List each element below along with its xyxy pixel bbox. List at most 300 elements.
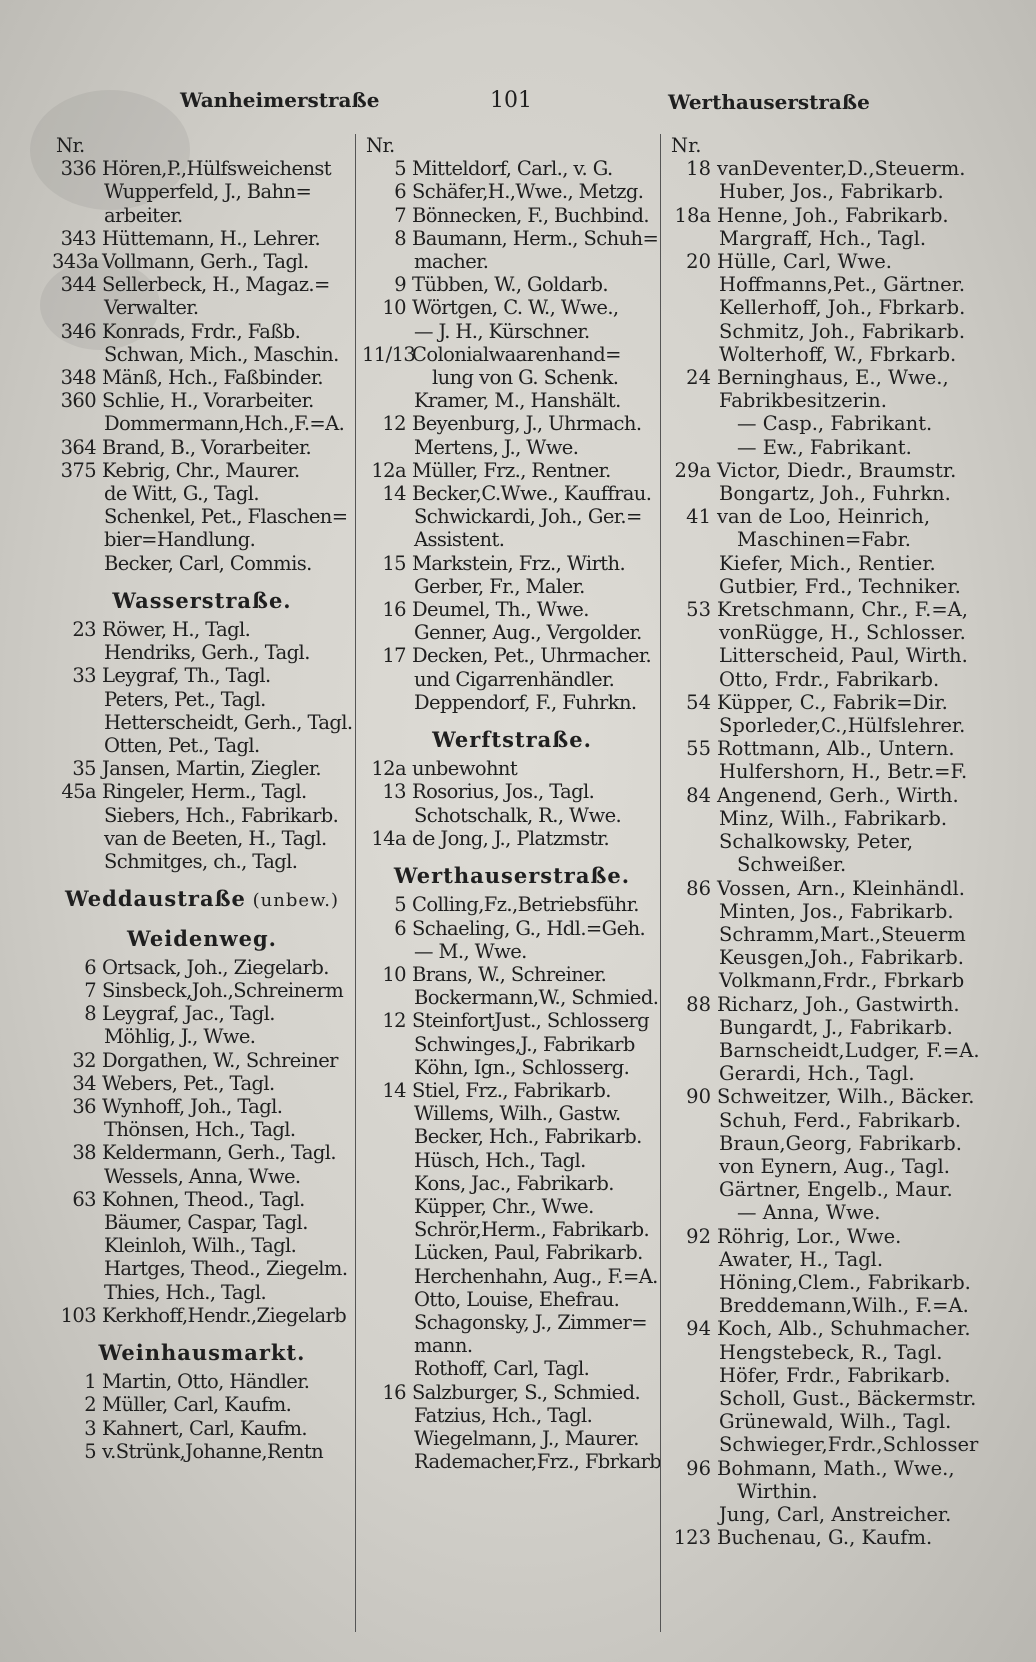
resident-entry: [362, 644, 662, 667]
house-number: 360: [60, 389, 96, 413]
house-number: 16: [382, 1380, 406, 1404]
resident-text: Hören,P.,Hülfsweichenst: [102, 157, 332, 181]
resident-text: Dorgathen, W., Schreiner: [102, 1048, 338, 1072]
resident-text: Ortsack, Joh., Ziegelarb.: [102, 955, 329, 979]
resident-continuation: Scholl, Gust., Bäckermstr.: [719, 1386, 977, 1410]
resident-entry: [52, 389, 352, 412]
resident-text: Hülle, Carl, Wwe.: [717, 250, 892, 274]
resident-continuation: Wessels, Anna, Wwe.: [104, 1164, 301, 1188]
resident-text: Baumann, Herm., Schuh=: [412, 226, 659, 250]
resident-continuation: Hartges, Theod., Ziegelm.: [104, 1257, 348, 1281]
resident-text: Berninghaus, E., Wwe.,: [717, 366, 949, 390]
street-heading: [52, 1341, 352, 1364]
resident-continuation: Hüsch, Hch., Tagl.: [414, 1148, 586, 1172]
resident-text: Victor, Diedr., Braumstr.: [717, 458, 957, 482]
resident-text: Wynhoff, Joh., Tagl.: [102, 1094, 283, 1118]
house-number: 18: [686, 157, 711, 181]
resident-continuation: Wupperfeld, J., Bahn=: [104, 180, 312, 204]
directory-column-3: [660, 134, 997, 1632]
house-number: 12a: [371, 458, 406, 482]
resident-continuation: Otto, Frdr., Fabrikarb.: [719, 667, 940, 691]
street-name: Wasserstraße.: [112, 587, 292, 613]
resident-text: v.Strünk,Johanne,Rentn: [102, 1439, 324, 1463]
resident-continuation: mann.: [414, 1334, 473, 1358]
street-heading: [362, 728, 662, 751]
resident-text: Schaeling, G., Hdl.=Geh.: [412, 916, 646, 940]
resident-entry: [52, 618, 352, 641]
house-number: 92: [686, 1224, 711, 1248]
resident-continuation: — Casp., Fabrikant.: [737, 412, 933, 436]
resident-continuation: Schuh, Ferd., Fabrikarb.: [719, 1108, 962, 1132]
resident-continuation: Kramer, M., Hanshält.: [414, 389, 621, 413]
resident-continuation: Otto, Louise, Ehefrau.: [414, 1287, 620, 1311]
resident-text: Markstein, Frz., Wirth.: [412, 551, 626, 575]
resident-continuation: Höning,Clem., Fabrikarb.: [719, 1270, 971, 1294]
house-number: 9: [394, 273, 406, 297]
house-number: 24: [686, 366, 711, 390]
resident-continuation: Gutbier, Frd., Techniker.: [719, 574, 961, 598]
resident-text: Webers, Pet., Tagl.: [102, 1071, 275, 1095]
house-number: 18a: [674, 203, 711, 227]
resident-continuation: Jung, Carl, Anstreicher.: [719, 1502, 952, 1526]
house-number: 96: [686, 1456, 711, 1480]
resident-entry: [667, 1457, 997, 1480]
resident-entry: [667, 459, 997, 482]
resident-text: Vollmann, Gerh., Tagl.: [102, 250, 309, 274]
house-number: 5: [84, 1439, 96, 1463]
resident-continuation: Bungardt, J., Fabrikarb.: [719, 1015, 953, 1039]
resident-text: Kretschmann, Chr., F.=A,: [717, 598, 968, 622]
resident-text: Colling,Fz.,Betriebsführ.: [412, 893, 639, 917]
resident-text: Rottmann, Alb., Untern.: [717, 737, 955, 761]
house-number: 13: [382, 780, 406, 804]
house-number: 8: [394, 226, 406, 250]
resident-text: Leygraf, Jac., Tagl.: [102, 1002, 275, 1026]
resident-continuation: — Anna, Wwe.: [737, 1201, 881, 1225]
resident-entry: [362, 227, 662, 250]
resident-continuation: Hetterscheidt, Gerh., Tagl.: [104, 710, 353, 734]
resident-entry: [52, 250, 352, 273]
resident-continuation: lung von G. Schenk.: [432, 366, 619, 390]
resident-continuation: van de Beeten, H., Tagl.: [104, 826, 327, 850]
resident-entry: [52, 979, 352, 1002]
number-column-label: Nr.: [671, 134, 702, 157]
house-number: 90: [686, 1085, 711, 1109]
resident-entry: [667, 737, 997, 760]
resident-text: unbewohnt: [412, 757, 518, 781]
resident-entry: [362, 180, 662, 203]
resident-continuation: Küpper, Chr., Wwe.: [414, 1194, 594, 1218]
resident-continuation: Lücken, Paul, Fabrikarb.: [414, 1241, 643, 1265]
resident-entry: [362, 296, 662, 319]
house-number: 344: [60, 273, 96, 297]
resident-entry: [52, 757, 352, 780]
resident-continuation: Genner, Aug., Vergolder.: [414, 621, 642, 645]
resident-continuation: Peters, Pet., Tagl.: [104, 687, 266, 711]
resident-text: Küpper, C., Fabrik=Dir.: [717, 690, 948, 714]
resident-continuation: Kiefer, Mich., Rentier.: [719, 551, 936, 575]
resident-text: Hüttemann, H., Lehrer.: [102, 226, 321, 250]
resident-continuation: Sporleder,C.,Hülfslehrer.: [719, 714, 966, 738]
resident-continuation: macher.: [414, 250, 489, 274]
resident-text: Kahnert, Carl, Kaufm.: [102, 1416, 307, 1440]
resident-text: Kohnen, Theod., Tagl.: [102, 1187, 305, 1211]
resident-text: Koch, Alb., Schuhmacher.: [717, 1317, 971, 1341]
house-number: 103: [60, 1303, 96, 1327]
resident-continuation: Hengstebeck, R., Tagl.: [719, 1340, 943, 1364]
resident-entry: [667, 598, 997, 621]
running-head-right: Werthauserstraße: [668, 90, 870, 114]
resident-text: Vossen, Arn., Kleinhändl.: [717, 876, 965, 900]
resident-entry: [52, 273, 352, 296]
street-name: Weinhausmarkt.: [98, 1339, 306, 1365]
resident-entry: [362, 273, 662, 296]
resident-entry: [362, 343, 662, 366]
resident-continuation: Schrör,Herm., Fabrikarb.: [414, 1218, 650, 1242]
resident-text: Sinsbeck,Joh.,Schreinerm: [102, 978, 344, 1002]
resident-continuation: Hoffmanns,Pet., Gärtner.: [719, 273, 966, 297]
resident-continuation: Barnscheidt,Ludger, F.=A.: [719, 1038, 980, 1062]
resident-continuation: Kleinloh, Wilh., Tagl.: [104, 1234, 297, 1258]
resident-continuation: Köhn, Ign., Schlosserg.: [414, 1055, 630, 1079]
resident-text: de Jong, J., Platzmstr.: [412, 826, 610, 850]
house-number: 12a: [371, 757, 406, 781]
resident-entry: [362, 757, 662, 780]
resident-entry: [52, 366, 352, 389]
house-number: 14a: [371, 826, 406, 850]
house-number: 14: [382, 1078, 406, 1102]
resident-text: SteinfortJust., Schlosserg: [412, 1009, 650, 1033]
resident-entry: [52, 780, 352, 803]
resident-entry: [667, 877, 997, 900]
resident-text: Leygraf, Th., Tagl.: [102, 664, 271, 688]
resident-text: Martin, Otto, Händler.: [102, 1370, 310, 1394]
resident-entry: [52, 956, 352, 979]
resident-text: Mitteldorf, Carl., v. G.: [412, 157, 613, 181]
resident-entry: [667, 157, 997, 180]
house-number: 6: [394, 180, 406, 204]
resident-entry: [362, 157, 662, 180]
resident-text: Angenend, Gerh., Wirth.: [717, 783, 959, 807]
resident-continuation: Keusgen,Joh., Fabrikarb.: [719, 946, 964, 970]
house-number: 32: [72, 1048, 96, 1072]
street-heading: [52, 589, 352, 612]
resident-text: Henne, Joh., Fabrikarb.: [717, 203, 949, 227]
house-number: 1: [84, 1370, 96, 1394]
street-name: Werthauserstraße.: [393, 863, 631, 889]
house-number: 12: [382, 412, 406, 436]
resident-text: Becker,C.Wwe., Kauffrau.: [412, 482, 652, 506]
resident-entry: [667, 1317, 997, 1340]
street-name: Weidenweg.: [127, 925, 277, 951]
number-column-label: Nr.: [366, 134, 395, 157]
resident-text: Sellerbeck, H., Magaz.=: [102, 273, 330, 297]
house-number: 10: [382, 296, 406, 320]
resident-continuation: Dommermann,Hch.,F.=A.: [104, 412, 345, 436]
house-number: 17: [382, 644, 406, 668]
resident-continuation: Braun,Georg, Fabrikarb.: [719, 1131, 962, 1155]
resident-text: vanDeventer,D.,Steuerm.: [717, 157, 966, 181]
house-number: 343: [60, 226, 96, 250]
resident-continuation: Schenkel, Pet., Flaschen=: [104, 505, 348, 529]
resident-entry: [667, 1225, 997, 1248]
house-number: 364: [60, 435, 96, 459]
resident-text: Müller, Frz., Rentner.: [412, 458, 611, 482]
house-number: 23: [72, 618, 96, 642]
resident-entry: [52, 1095, 352, 1118]
resident-continuation: Schalkowsky, Peter,: [719, 830, 914, 854]
house-number: 6: [394, 916, 406, 940]
resident-entry: [362, 1079, 662, 1102]
house-number: 63: [72, 1187, 96, 1211]
resident-entry: [52, 1370, 352, 1393]
resident-text: Bohmann, Math., Wwe.,: [717, 1456, 955, 1480]
house-number: 16: [382, 598, 406, 622]
resident-entry: [52, 664, 352, 687]
resident-continuation: Minten, Jos., Fabrikarb.: [719, 899, 954, 923]
resident-text: Ringeler, Herm., Tagl.: [102, 780, 307, 804]
resident-text: Brans, W., Schreiner.: [412, 962, 607, 986]
house-number: 54: [686, 690, 711, 714]
resident-continuation: vonRügge, H., Schlosser.: [719, 621, 966, 645]
resident-entry: [52, 227, 352, 250]
resident-continuation: Siebers, Hch., Fabrikarb.: [104, 803, 339, 827]
house-number: 36: [72, 1094, 96, 1118]
house-number: 33: [72, 664, 96, 688]
resident-entry: [52, 1049, 352, 1072]
resident-entry: [362, 893, 662, 916]
resident-continuation: Bongartz, Joh., Fuhrkn.: [719, 482, 951, 506]
resident-text: Schweitzer, Wilh., Bäcker.: [717, 1085, 975, 1109]
resident-continuation: Gärtner, Engelb., Maur.: [719, 1178, 953, 1202]
house-number: 2: [84, 1393, 96, 1417]
resident-continuation: Rothoff, Carl, Tagl.: [414, 1357, 590, 1381]
resident-text: Beyenburg, J., Uhrmach.: [412, 412, 642, 436]
resident-text: Röhrig, Lor., Wwe.: [717, 1224, 902, 1248]
house-number: 6: [84, 955, 96, 979]
resident-continuation: Wolterhoff, W., Fbrkarb.: [719, 342, 957, 366]
resident-text: Röwer, H., Tagl.: [102, 618, 251, 642]
resident-continuation: Wiegelmann, J., Maurer.: [414, 1426, 639, 1450]
resident-continuation: Hendriks, Gerh., Tagl.: [104, 641, 310, 665]
resident-continuation: Herchenhahn, Aug., F.=A.: [414, 1264, 658, 1288]
resident-continuation: — J. H., Kürschner.: [414, 319, 590, 343]
resident-entry: [362, 827, 662, 850]
house-number: 38: [72, 1141, 96, 1165]
house-number: 375: [60, 458, 96, 482]
resident-continuation: Willems, Wilh., Gastw.: [414, 1102, 621, 1126]
number-column-label: Nr.: [56, 134, 85, 157]
resident-text: van de Loo, Heinrich,: [717, 505, 931, 529]
resident-text: Mänß, Hch., Faßbinder.: [102, 366, 323, 390]
resident-entry: [667, 1085, 997, 1108]
resident-continuation: Bockermann,W., Schmied.: [414, 986, 659, 1010]
resident-continuation: Gerber, Fr., Maler.: [414, 574, 585, 598]
resident-continuation: Minz, Wilh., Fabrikarb.: [719, 806, 948, 830]
resident-entry: [52, 1188, 352, 1211]
resident-entry: [52, 157, 352, 180]
resident-continuation: Becker, Hch., Fabrikarb.: [414, 1125, 642, 1149]
house-number: 55: [686, 737, 711, 761]
resident-text: Kebrig, Chr., Maurer.: [102, 458, 300, 482]
resident-text: Salzburger, S., Schmied.: [412, 1380, 641, 1404]
house-number: 84: [686, 783, 711, 807]
resident-entry: [667, 993, 997, 1016]
house-number: 7: [394, 203, 406, 227]
resident-entry: [362, 963, 662, 986]
resident-entry: [362, 459, 662, 482]
resident-text: Bönnecken, F., Buchbind.: [412, 203, 649, 227]
resident-continuation: Schagonsky, J., Zimmer=: [414, 1310, 647, 1334]
resident-entry: [667, 366, 997, 389]
resident-entry: [362, 1381, 662, 1404]
resident-continuation: de Witt, G., Tagl.: [104, 482, 259, 506]
resident-continuation: Becker, Carl, Commis.: [104, 551, 312, 575]
resident-entry: [667, 204, 997, 227]
resident-continuation: Kons, Jac., Fabrikarb.: [414, 1171, 614, 1195]
resident-entry: [362, 917, 662, 940]
resident-entry: [52, 1393, 352, 1416]
resident-entry: [52, 320, 352, 343]
resident-continuation: Assistent.: [414, 528, 505, 552]
house-number: 343a: [52, 250, 99, 274]
resident-continuation: bier=Handlung.: [104, 528, 256, 552]
resident-text: Decken, Pet., Uhrmacher.: [412, 644, 652, 668]
resident-text: Kerkhoff,Hendr.,Ziegelarb: [102, 1303, 347, 1327]
resident-continuation: und Cigarrenhändler.: [414, 667, 615, 691]
resident-continuation: Schramm,Mart.,Steuerm: [719, 922, 966, 946]
resident-entry: [362, 780, 662, 803]
resident-continuation: Grünewald, Wilh., Tagl.: [719, 1410, 952, 1434]
resident-continuation: Schotschalk, R., Wwe.: [414, 803, 622, 827]
house-number: 53: [686, 598, 711, 622]
resident-continuation: — Ew., Fabrikant.: [737, 435, 912, 459]
resident-continuation: Huber, Jos., Fabrikarb.: [719, 180, 944, 204]
resident-entry: [362, 204, 662, 227]
house-number: 45a: [61, 780, 96, 804]
resident-text: Richarz, Joh., Gastwirth.: [717, 992, 960, 1016]
house-number: 20: [686, 250, 711, 274]
resident-continuation: Schmitz, Joh., Fabrikarb.: [719, 319, 966, 343]
resident-entry: [667, 250, 997, 273]
resident-entry: [362, 412, 662, 435]
resident-entry: [52, 1417, 352, 1440]
running-head-left: Wanheimerstraße: [180, 88, 380, 112]
resident-continuation: Wirthin.: [737, 1479, 818, 1503]
resident-continuation: Schwieger,Frdr.,Schlosser: [719, 1433, 979, 1457]
resident-entry: [667, 505, 997, 528]
house-number: 29a: [674, 458, 711, 482]
house-number: 88: [686, 992, 711, 1016]
street-name: Werftstraße.: [432, 727, 592, 753]
resident-continuation: Schmitges, ch., Tagl.: [104, 850, 298, 874]
resident-continuation: Thönsen, Hch., Tagl.: [104, 1118, 296, 1142]
resident-entry: [362, 1009, 662, 1032]
house-number: 41: [686, 505, 711, 529]
resident-entry: [52, 1002, 352, 1025]
resident-continuation: Thies, Hch., Tagl.: [104, 1280, 267, 1304]
house-number: 35: [72, 757, 96, 781]
page-header: [40, 88, 996, 128]
resident-continuation: Breddemann,Wilh., F.=A.: [719, 1294, 969, 1318]
house-number: 123: [673, 1526, 711, 1550]
house-number: 12: [382, 1009, 406, 1033]
resident-continuation: Mertens, J., Wwe.: [414, 435, 579, 459]
resident-text: Deumel, Th., Wwe.: [412, 598, 589, 622]
resident-continuation: Volkmann,Frdr., Fbrkarb: [719, 969, 965, 993]
resident-entry: [52, 1141, 352, 1164]
resident-text: Brand, B., Vorarbeiter.: [102, 435, 312, 459]
house-number: 94: [686, 1317, 711, 1341]
resident-continuation: Schwickardi, Joh., Ger.=: [414, 505, 642, 529]
resident-entry: [362, 482, 662, 505]
resident-continuation: Otten, Pet., Tagl.: [104, 734, 260, 758]
resident-continuation: Rademacher,Frz., Fbrkarb: [414, 1450, 662, 1474]
resident-entry: [362, 598, 662, 621]
resident-text: Konrads, Frdr., Faßb.: [102, 319, 301, 343]
resident-text: Schäfer,H.,Wwe., Metzg.: [412, 180, 644, 204]
resident-text: Schlie, H., Vorarbeiter.: [102, 389, 314, 413]
resident-entry: [362, 552, 662, 575]
resident-text: Colonialwaarenhand=: [412, 342, 621, 366]
resident-entry: [52, 1304, 352, 1327]
resident-continuation: Schwinges,J., Fabrikarb: [414, 1032, 635, 1056]
resident-text: Stiel, Frz., Fabrikarb.: [412, 1078, 611, 1102]
house-number: 336: [60, 157, 96, 181]
resident-text: Tübben, W., Goldarb.: [412, 273, 608, 297]
house-number: 14: [382, 482, 406, 506]
resident-continuation: Schwan, Mich., Maschin.: [104, 342, 339, 366]
resident-entry: [52, 459, 352, 482]
resident-continuation: Awater, H., Tagl.: [719, 1247, 884, 1271]
street-note: (unbew.): [245, 890, 340, 912]
street-heading: [52, 927, 352, 950]
house-number: 8: [84, 1002, 96, 1026]
resident-text: Müller, Carl, Kaufm.: [102, 1393, 292, 1417]
resident-continuation: Deppendorf, F., Fuhrkn.: [414, 690, 637, 714]
house-number: 7: [84, 978, 96, 1002]
resident-text: Buchenau, G., Kaufm.: [717, 1526, 933, 1550]
resident-text: Wörtgen, C. W., Wwe.,: [412, 296, 619, 320]
resident-continuation: — M., Wwe.: [414, 939, 527, 963]
resident-entry: [667, 784, 997, 807]
resident-continuation: Gerardi, Hch., Tagl.: [719, 1062, 915, 1086]
resident-continuation: Höfer, Frdr., Fabrikarb.: [719, 1363, 951, 1387]
resident-entry: [52, 1072, 352, 1095]
directory-column-1: [52, 134, 352, 1632]
resident-text: Rosorius, Jos., Tagl.: [412, 780, 595, 804]
page-number: 101: [490, 88, 532, 113]
resident-continuation: Bäumer, Caspar, Tagl.: [104, 1210, 308, 1234]
street-heading: [362, 864, 662, 887]
resident-text: Jansen, Martin, Ziegler.: [102, 757, 322, 781]
resident-continuation: Maschinen=Fabr.: [737, 528, 912, 552]
resident-continuation: arbeiter.: [104, 203, 183, 227]
resident-entry: [667, 1526, 997, 1549]
house-number: 3: [84, 1416, 96, 1440]
resident-continuation: Fabrikbesitzerin.: [719, 389, 887, 413]
house-number: 5: [394, 157, 406, 181]
house-number: 10: [382, 962, 406, 986]
resident-entry: [52, 436, 352, 459]
resident-entry: [667, 691, 997, 714]
street-name: Weddaustraße: [64, 886, 246, 912]
resident-continuation: Verwalter.: [104, 296, 199, 320]
resident-continuation: Hulfershorn, H., Betr.=F.: [719, 760, 968, 784]
resident-continuation: von Eynern, Aug., Tagl.: [719, 1154, 950, 1178]
resident-continuation: Kellerhoff, Joh., Fbrkarb.: [719, 296, 966, 320]
resident-continuation: Schweißer.: [737, 853, 847, 877]
